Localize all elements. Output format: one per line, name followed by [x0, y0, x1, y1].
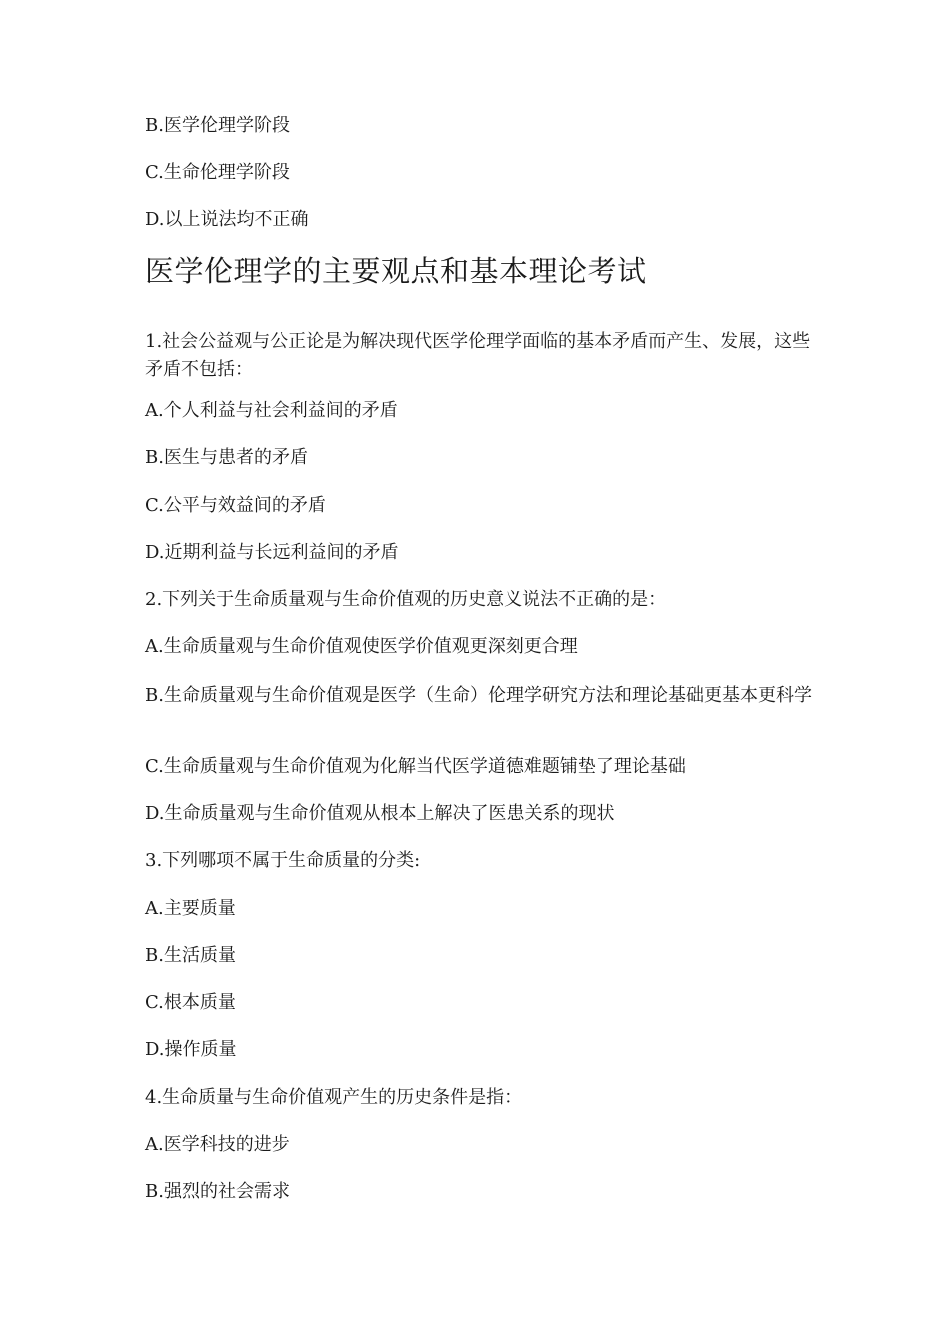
question-1-stem: 1.社会公益观与公正论是为解决现代医学伦理学面临的基本矛盾而产生、发展，这些矛盾不包括： [145, 331, 811, 380]
prev-option-b: B.医学伦理学阶段 [145, 115, 290, 136]
question-4-option-a: A.医学科技的进步 [145, 1134, 290, 1155]
question-3-stem: 3.下列哪项不属于生命质量的分类: [145, 850, 421, 871]
question-2-option-a: A.生命质量观与生命价值观使医学价值观更深刻更合理 [145, 636, 578, 657]
question-4-stem: 4.生命质量与生命价值观产生的历史条件是指： [145, 1087, 523, 1108]
question-2-stem: 2.下列关于生命质量观与生命价值观的历史意义说法不正确的是： [145, 589, 667, 610]
question-1-option-b: B.医生与患者的矛盾 [145, 447, 308, 468]
prev-option-d: D.以上说法均不正确 [145, 209, 309, 230]
question-2-option-c: C.生命质量观与生命价值观为化解当代医学道德难题铺垫了理论基础 [145, 756, 686, 777]
question-1-option-a: A.个人利益与社会利益间的矛盾 [145, 400, 398, 421]
prev-option-c: C.生命伦理学阶段 [145, 162, 290, 183]
question-2-option-d: D.生命质量观与生命价值观从根本上解决了医患关系的现状 [145, 803, 615, 824]
question-3-option-d: D.操作质量 [145, 1039, 237, 1060]
section-title: 医学伦理学的主要观点和基本理论考试 [145, 254, 647, 288]
question-3-option-b: B.生活质量 [145, 945, 236, 966]
question-3-option-a: A.主要质量 [145, 898, 236, 919]
question-1-option-c: C.公平与效益间的矛盾 [145, 495, 326, 516]
question-3-option-c: C.根本质量 [145, 992, 236, 1013]
question-1-option-d: D.近期利益与长远利益间的矛盾 [145, 542, 399, 563]
question-4-option-b: B.强烈的社会需求 [145, 1181, 290, 1202]
question-2-option-b: B.生命质量观与生命价值观是医学（生命）伦理学研究方法和理论基础更基本更科学 [145, 685, 812, 706]
